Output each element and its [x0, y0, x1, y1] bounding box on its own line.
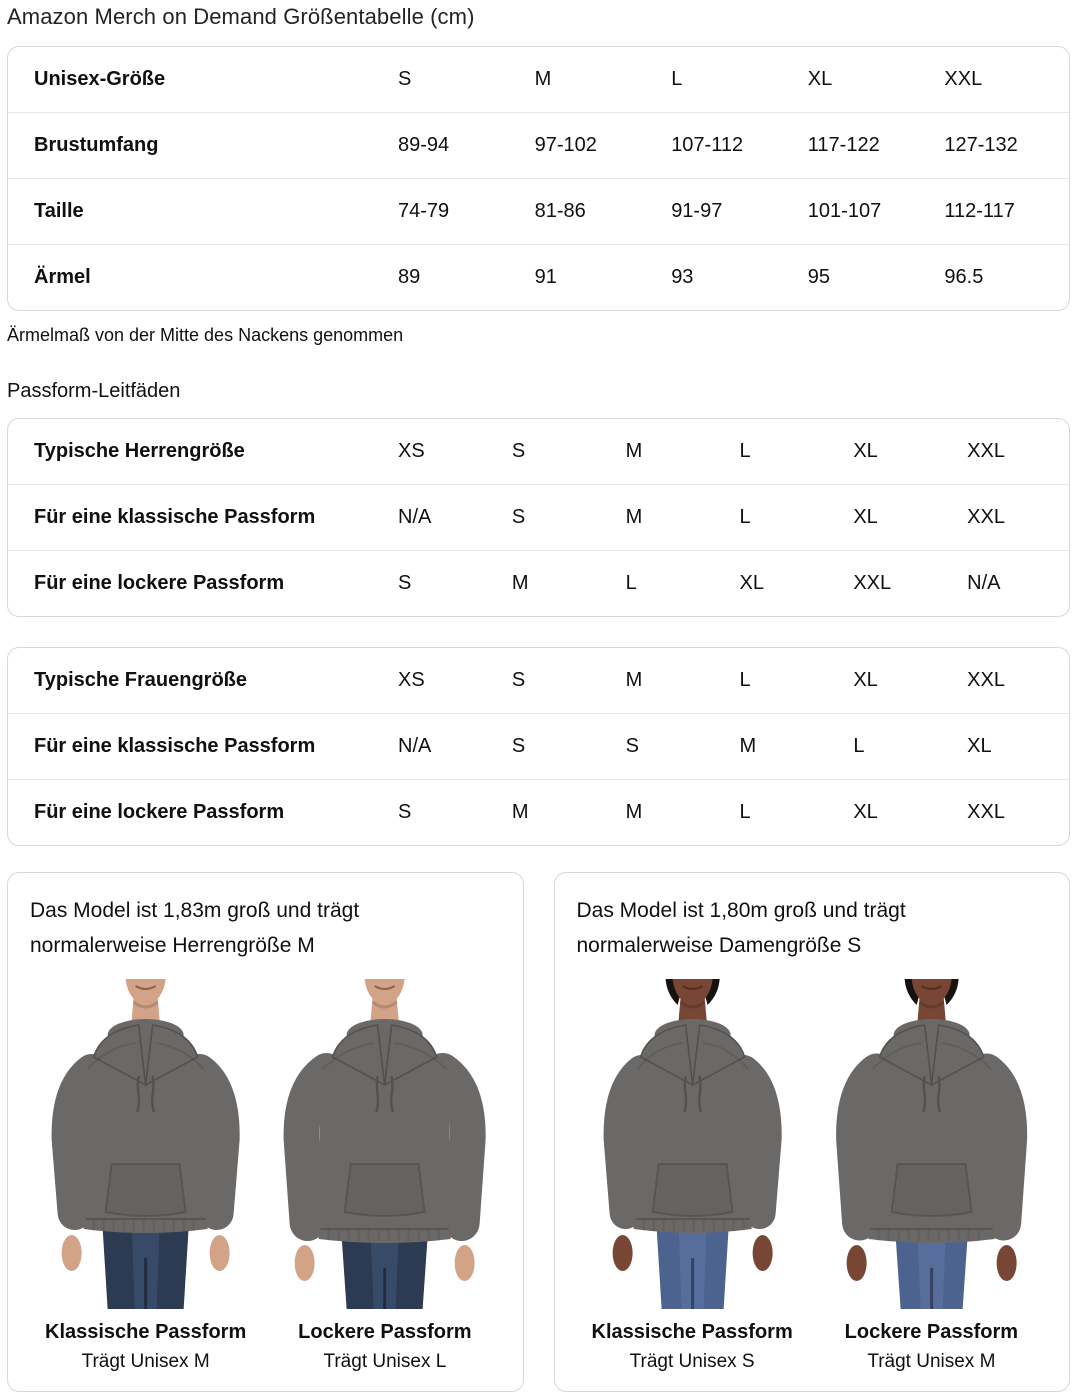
table-cell: XS — [398, 440, 425, 462]
row-label: Für eine lockere Passform — [34, 572, 285, 594]
model-description: Das Model ist 1,83m groß und trägt normalerweise Herrengröße M — [30, 899, 360, 957]
table-row — [8, 484, 1069, 550]
model-description: Das Model ist 1,80m groß und trägt normalerweise Damengröße S — [576, 899, 906, 957]
table-cell: 81-86 — [534, 200, 586, 222]
model-photo-female-classic — [577, 979, 808, 1309]
table-cell: XL — [967, 735, 992, 757]
row-label: Unisex-Größe — [34, 68, 166, 90]
table-cell: 74-79 — [398, 200, 450, 222]
figure-caption: Klassische Passform — [45, 1321, 247, 1343]
row-label: Ärmel — [34, 266, 91, 288]
table-cell: S — [511, 669, 526, 691]
model-figures — [577, 979, 1048, 1373]
hoodie-model-illustration — [30, 979, 261, 1309]
table-cell: 91-97 — [671, 200, 723, 222]
table-cell: S — [398, 68, 412, 90]
table-cell: XXL — [944, 68, 983, 90]
table-cell: XXL — [967, 440, 1005, 462]
table-cell: XL — [807, 68, 833, 90]
table-cell: L — [853, 735, 865, 757]
table-row — [8, 550, 1069, 616]
page-title: Amazon Merch on Demand Größentabelle (cm) — [7, 4, 475, 29]
figure-subcaption: Trägt Unisex M — [867, 1351, 996, 1372]
hoodie-model-illustration — [577, 979, 808, 1309]
row-label: Für eine klassische Passform — [34, 735, 316, 757]
table-cell: XL — [739, 572, 764, 594]
table-cell: S — [398, 572, 412, 594]
figure-subcaption: Trägt Unisex L — [323, 1351, 447, 1372]
table-cell: 117-122 — [807, 134, 880, 156]
table-row — [8, 178, 1069, 244]
table-cell: L — [739, 506, 751, 528]
mens-fit-table — [7, 418, 1070, 617]
model-cards-row — [7, 872, 1070, 1392]
table-cell: M — [625, 440, 643, 462]
table-row — [8, 112, 1069, 178]
model-figure-classic — [30, 979, 261, 1373]
figure-caption: Lockere Passform — [298, 1321, 472, 1343]
table-cell: N/A — [398, 735, 432, 757]
table-cell: 95 — [807, 266, 831, 288]
table-cell: S — [625, 735, 639, 757]
table-cell: L — [739, 801, 751, 823]
table-cell: N/A — [398, 506, 432, 528]
model-figure-loose — [269, 979, 500, 1373]
table-cell: S — [511, 735, 526, 757]
table-cell: N/A — [967, 572, 1001, 594]
model-figure-classic — [577, 979, 808, 1373]
table-row — [8, 244, 1069, 310]
table-cell: 127-132 — [944, 134, 1018, 156]
table-row — [8, 47, 1069, 112]
table-cell: XXL — [967, 506, 1005, 528]
table-cell: 112-117 — [944, 200, 1015, 222]
table-cell: L — [671, 68, 683, 90]
table-cell: XL — [853, 440, 878, 462]
table-cell: 101-107 — [807, 200, 882, 222]
table-cell: L — [739, 440, 751, 462]
table-cell: M — [625, 801, 643, 823]
womens-fit-table — [7, 647, 1070, 846]
table-cell: 89-94 — [398, 134, 450, 156]
model-photo-female-loose — [816, 979, 1047, 1309]
table-row — [8, 713, 1069, 779]
sleeve-measure-note: Ärmelmaß von der Mitte des Nackens genommen — [7, 325, 404, 345]
table-row — [8, 779, 1069, 845]
figure-subcaption: Trägt Unisex S — [629, 1351, 755, 1372]
table-cell: XL — [853, 801, 878, 823]
table-cell: XL — [853, 506, 878, 528]
fit-guides-heading: Passform-Leitfäden — [7, 380, 181, 402]
table-cell: XS — [398, 669, 425, 691]
table-cell: M — [625, 506, 643, 528]
row-label: Typische Frauengröße — [34, 669, 248, 691]
figure-caption: Lockere Passform — [844, 1321, 1019, 1343]
table-cell: XL — [853, 669, 878, 691]
table-cell: XXL — [853, 572, 892, 594]
figure-caption: Klassische Passform — [591, 1321, 793, 1343]
row-label: Taille — [34, 200, 84, 222]
table-cell: M — [511, 572, 529, 594]
figure-subcaption: Trägt Unisex M — [81, 1351, 210, 1372]
mens-model-card — [7, 872, 524, 1392]
table-cell: L — [625, 572, 637, 594]
womens-model-card — [554, 872, 1071, 1392]
table-cell: S — [511, 506, 526, 528]
table-cell: S — [511, 440, 526, 462]
table-row — [8, 419, 1069, 484]
table-cell: 96.5 — [944, 266, 984, 288]
table-cell: 107-112 — [671, 134, 744, 156]
table-cell: S — [398, 801, 412, 823]
model-photo-male-loose — [269, 979, 500, 1309]
table-cell: 97-102 — [534, 134, 597, 156]
table-cell: L — [739, 669, 751, 691]
table-cell: XXL — [967, 801, 1005, 823]
table-cell: M — [534, 68, 552, 90]
table-cell: M — [511, 801, 529, 823]
unisex-size-table — [7, 46, 1070, 311]
row-label: Für eine lockere Passform — [34, 801, 285, 823]
model-figures — [30, 979, 501, 1373]
table-cell: 91 — [534, 266, 557, 288]
model-photo-male-classic — [30, 979, 261, 1309]
table-cell: M — [739, 735, 757, 757]
table-cell: XXL — [967, 669, 1005, 691]
hoodie-model-illustration — [816, 979, 1047, 1309]
row-label: Brustumfang — [34, 134, 159, 156]
row-label: Typische Herrengröße — [34, 440, 245, 462]
table-cell: 89 — [398, 266, 421, 288]
table-row — [8, 648, 1069, 713]
row-label: Für eine klassische Passform — [34, 506, 316, 528]
table-cell: 93 — [671, 266, 694, 288]
model-figure-loose — [816, 979, 1047, 1373]
table-cell: M — [625, 669, 643, 691]
hoodie-model-illustration — [269, 979, 500, 1309]
